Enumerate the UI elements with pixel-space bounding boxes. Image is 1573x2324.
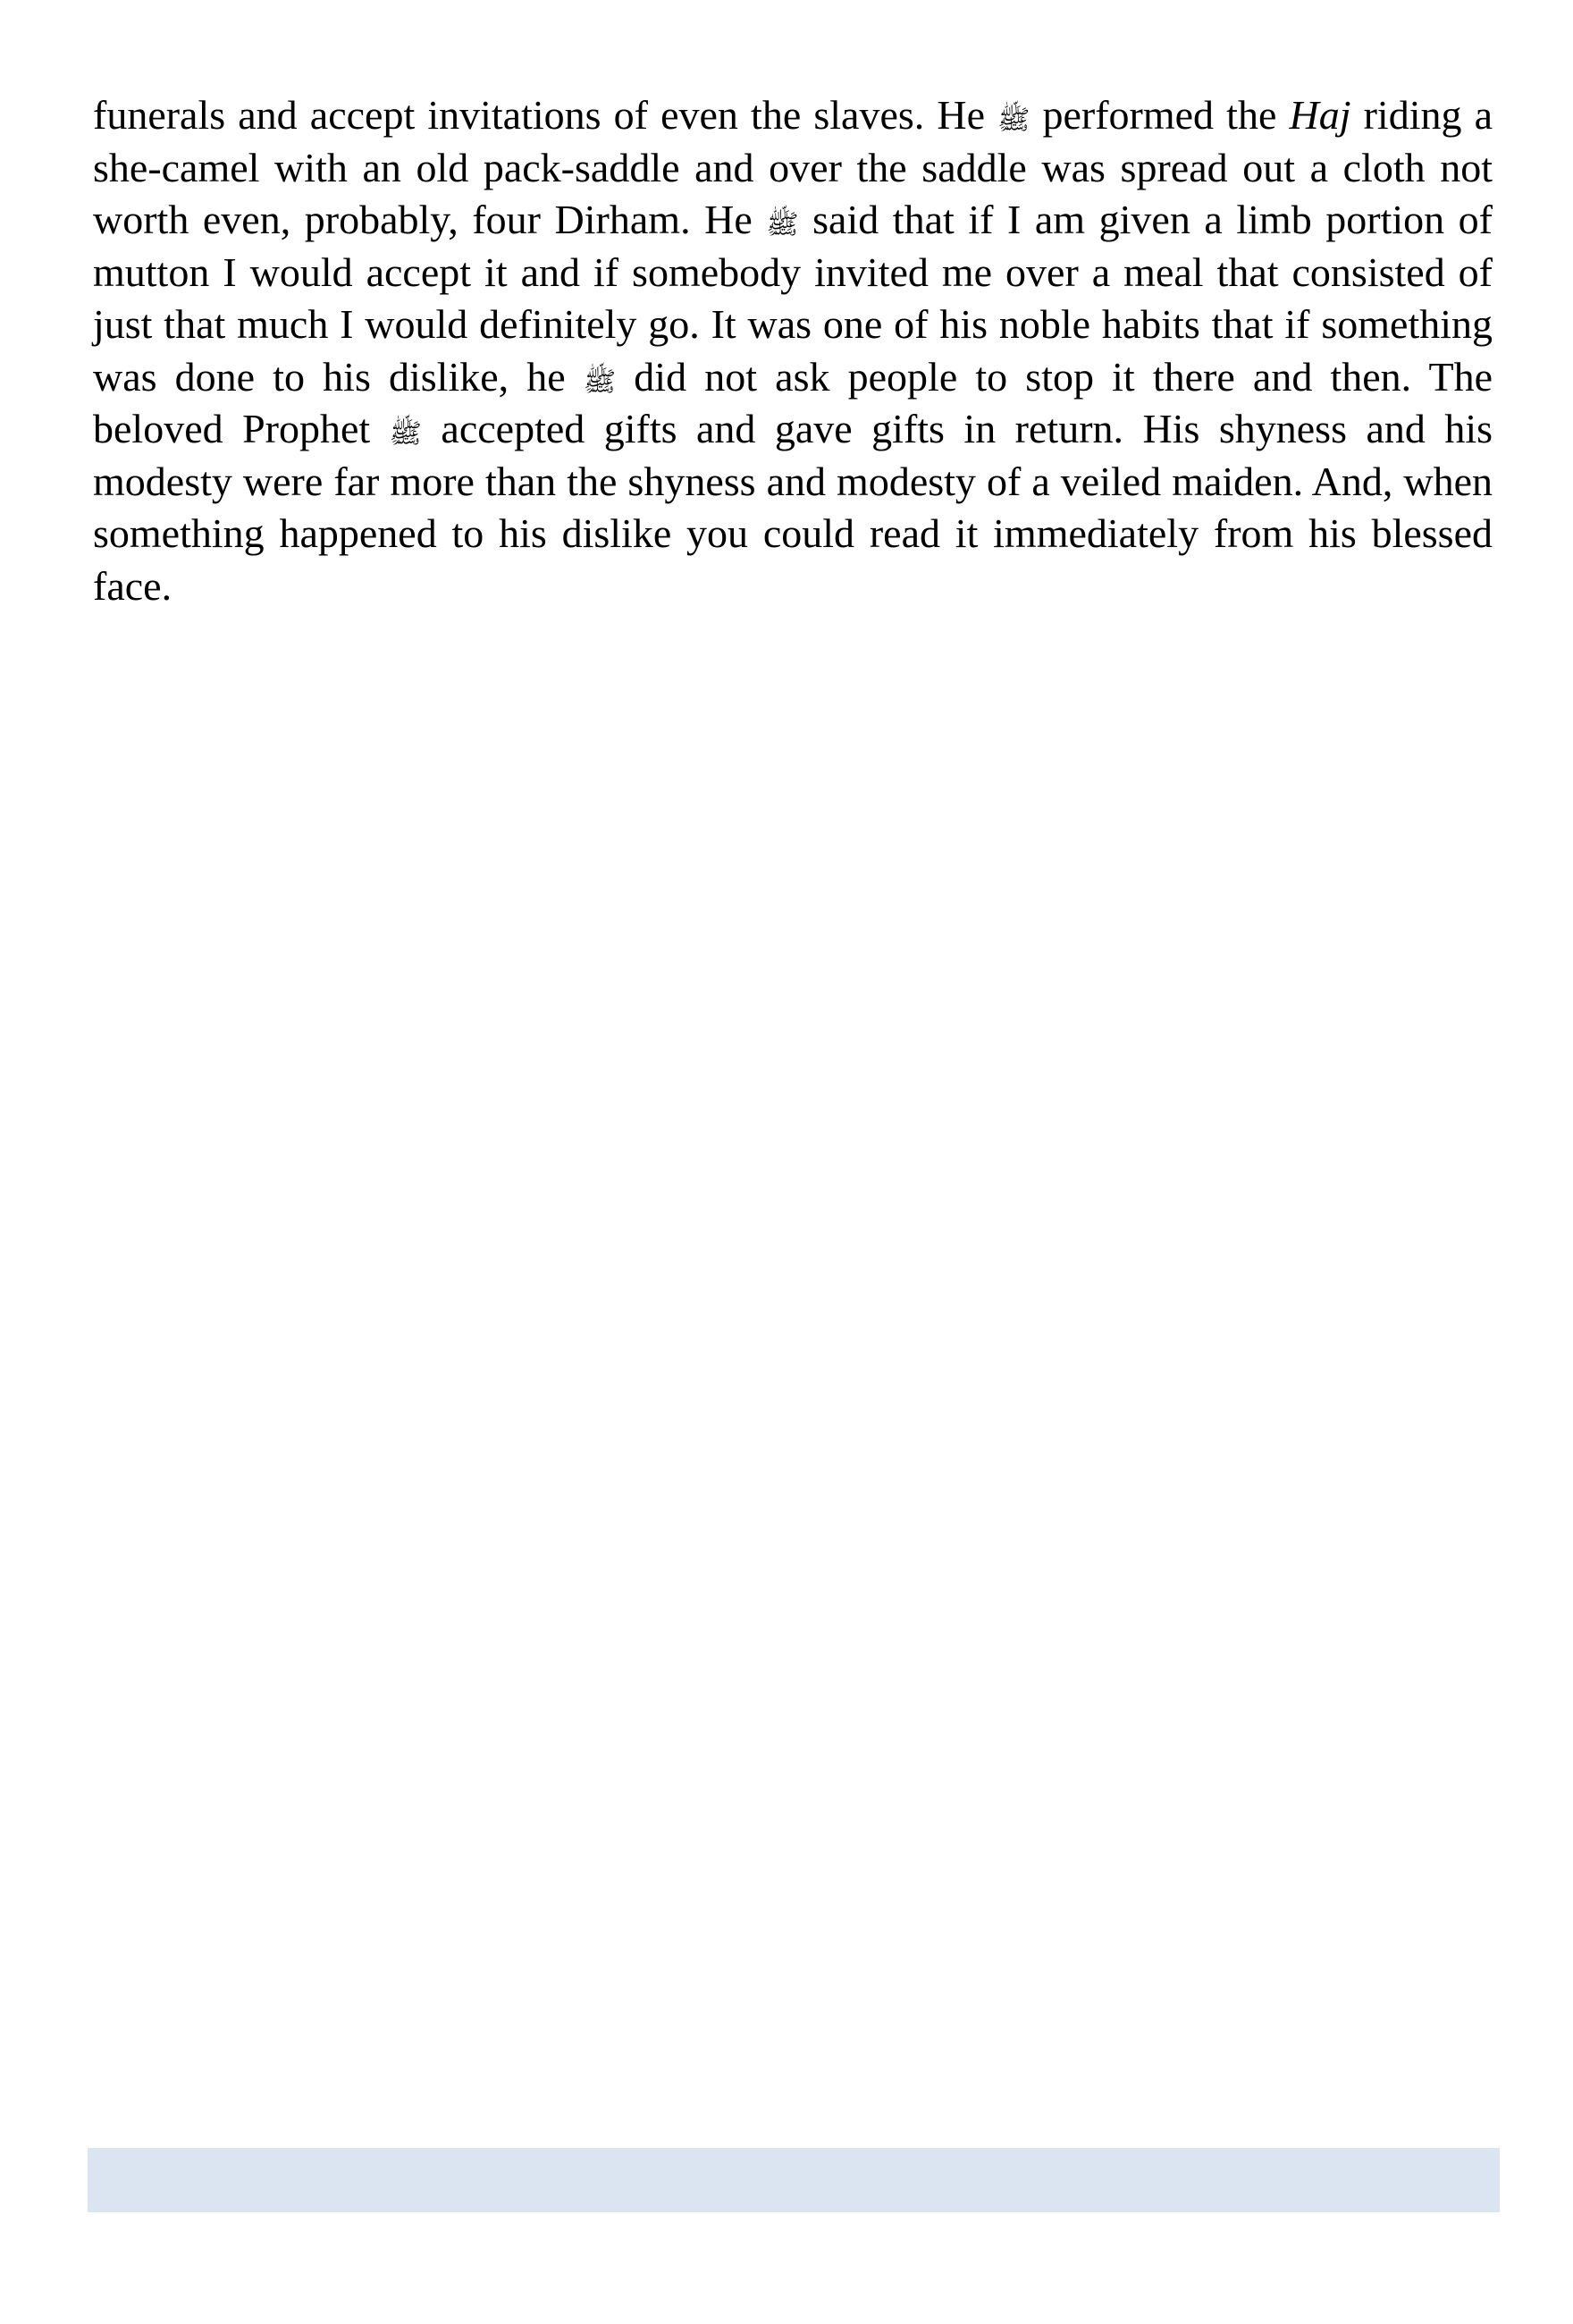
footer-band <box>88 2148 1500 2212</box>
salawat-ligature-icon: ﷺ <box>997 105 1030 136</box>
text-segment: funerals and accept invitations of even the slaves. He <box>93 92 986 138</box>
italic-term-haj: Haj <box>1289 92 1351 138</box>
text-segment: performed the <box>1042 92 1277 138</box>
text-segment: riding a she-camel with an old pack-saddle and over the saddle was spread out a cloth not worth even, probably, four Dirham. He <box>93 92 1493 242</box>
salawat-ligature-icon: ﷺ <box>389 418 422 450</box>
text-segment: said that if I am given a limb portion of mutton I would accept it and if somebody invited me over a meal that consisted of just that much I would definitely go. It was one of his noble habits that if something was done to his dislike, he <box>93 197 1493 400</box>
salawat-ligature-icon: ﷺ <box>583 366 617 398</box>
text-segment: accepted gifts and gave gifts in return. His shyness and his modesty were far more than the shyness and modesty of a veiled maiden. And, when something happened to his dislike you could read it immediately from his blessed face. <box>93 406 1493 609</box>
salawat-ligature-icon: ﷺ <box>766 209 799 240</box>
text-segment: did not ask people to stop it there and then. The beloved Prophet <box>93 353 1493 451</box>
body-paragraph <box>93 89 1493 612</box>
